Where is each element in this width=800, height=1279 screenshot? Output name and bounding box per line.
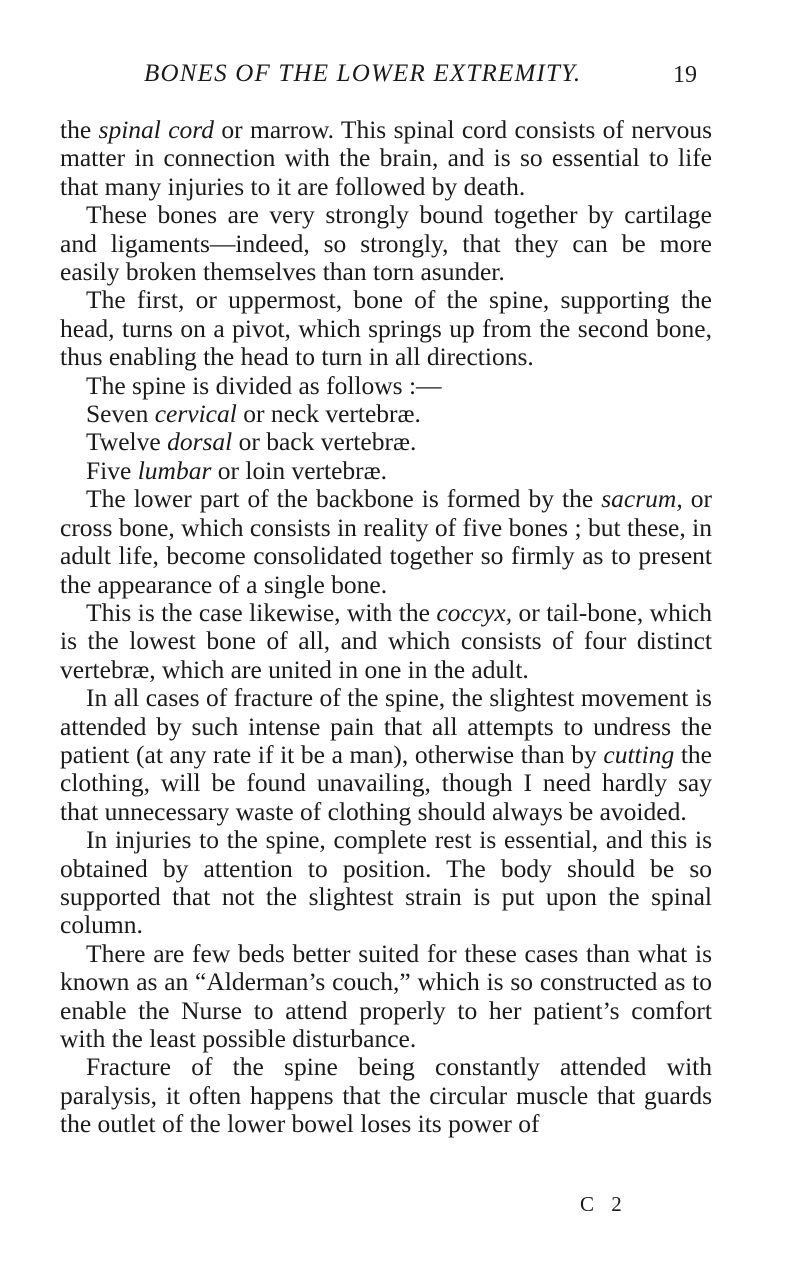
- emphasis: dorsal: [167, 427, 233, 457]
- paragraph: This is the case likewise, with the coccyx, or tail-bone, which is the lowest bone of all, and which consists of four distinct vertebræ, which are united in one in the adult.: [60, 597, 712, 684]
- emphasis: spinal cord: [98, 115, 215, 144]
- list-item: Seven cervical or neck vertebræ.: [86, 399, 421, 429]
- paragraph: There are few beds better suited for these cases than what is known as an “Alderman’s couch,” which is so constructed as to enable the Nurse to attend properly to her patient’s comfort with the least possible disturbance.: [60, 938, 712, 1053]
- paragraph: In all cases of fracture of the spine, the slightest movement is attended by such intense pain that all attempts to undress the patient (at any rate if it be a man), otherwise than by cutting the clothing, will be found unavailing, though I need hardly say that unnecessary waste of clothing should always be avoided.: [60, 683, 712, 826]
- running-head: [60, 60, 700, 100]
- paragraph: Fracture of the spine being constantly attended with paralysis, it often happens that the circular muscle that guards the outlet of the lower bowel loses its power of: [60, 1052, 712, 1139]
- page-number: 19: [673, 62, 697, 88]
- paragraph: In injuries to the spine, complete rest is essential, and this is obtained by attention to position. The body should be so supported that not the slightest strain is put upon the spinal column.: [60, 825, 712, 940]
- emphasis: cervical: [154, 399, 237, 429]
- emphasis: coccyx,: [436, 597, 513, 627]
- paragraph: These bones are very strongly bound together by cartilage and ligaments—indeed, so strongly, that they can be more easily broken themselves than torn asunder.: [60, 200, 712, 287]
- signature-mark: C 2: [580, 1192, 628, 1216]
- body-text: [60, 116, 712, 1139]
- list-item: Twelve dorsal or back vertebræ.: [86, 427, 417, 457]
- paragraph: The first, or uppermost, bone of the spine, supporting the head, turns on a pivot, which springs up from the second bone, thus enabling the head to turn in all directions.: [60, 285, 712, 372]
- emphasis: cutting: [603, 739, 675, 769]
- emphasis: lumbar: [137, 455, 212, 485]
- running-title: BONES OF THE LOWER EXTREMITY.: [144, 60, 582, 87]
- paragraph: The lower part of the backbone is formed by the sacrum, or cross bone, which consists in reality of five bones ; but these, in adult life, become consolidated together so firmly as to present the appearance of a single bone.: [60, 484, 712, 599]
- list-item: Five lumbar or loin vertebræ.: [86, 455, 388, 485]
- paragraph: the spinal cord or marrow. This spinal cord consists of nervous matter in connection with the brain, and is so essential to life that many injuries to it are followed by death.: [60, 115, 712, 201]
- emphasis: sacrum,: [601, 484, 683, 514]
- paragraph: The spine is divided as follows :—: [86, 370, 442, 400]
